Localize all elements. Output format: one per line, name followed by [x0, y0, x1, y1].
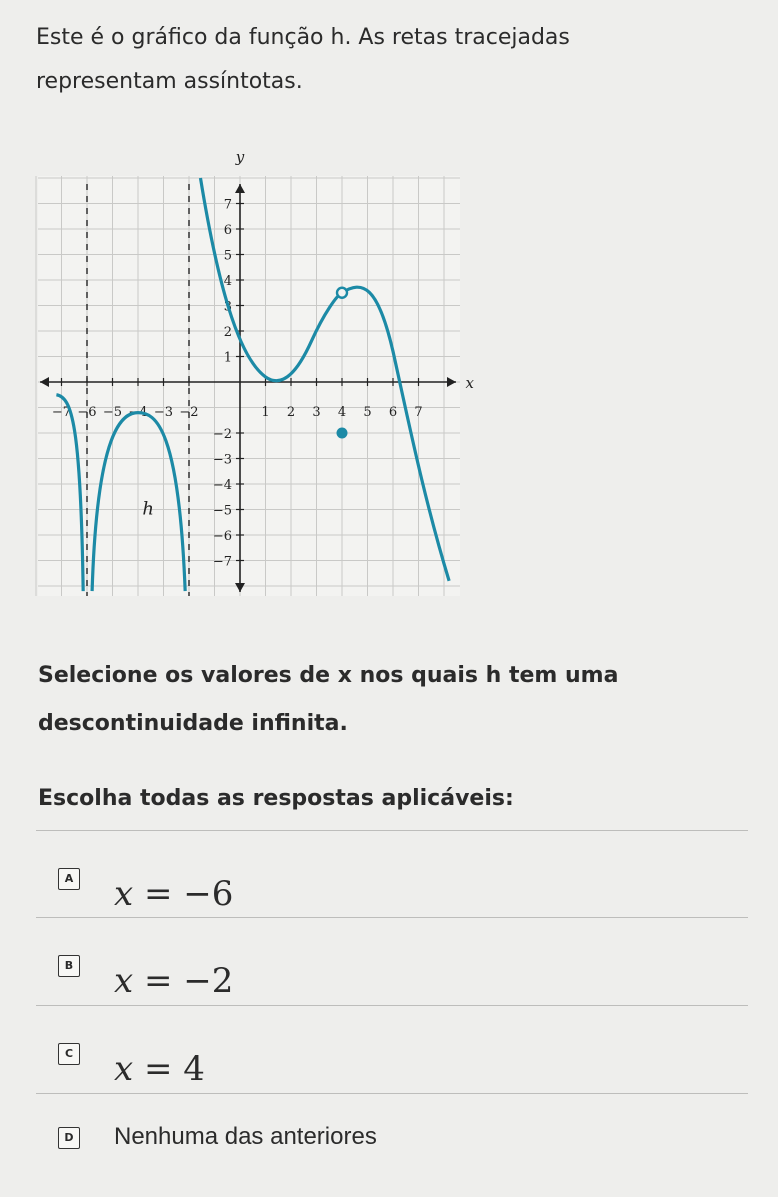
x-tick-label: 3: [312, 405, 321, 420]
option-c[interactable]: [58, 1043, 658, 1113]
prompt-text: [36, 16, 716, 104]
y-tick-label: 6: [223, 223, 232, 238]
x-tick-label: 6: [388, 405, 398, 420]
graph-background: [38, 176, 460, 596]
y-tick-label: 2: [223, 325, 232, 340]
y-tick-label: −5: [212, 503, 232, 519]
option-b-eq: = −2: [133, 961, 234, 1001]
option-a-eq: = −6: [133, 874, 234, 914]
y-tick-label: −2: [212, 427, 232, 442]
x-tick-label: 5: [363, 405, 372, 420]
y-axis-label: y: [235, 148, 245, 166]
y-tick-label: 5: [223, 248, 232, 264]
x-tick-label: 4: [337, 405, 347, 420]
option-d[interactable]: [58, 1123, 658, 1197]
x-tick-label: −6: [77, 405, 97, 420]
y-tick-label: 1: [223, 350, 232, 366]
divider: [36, 830, 748, 831]
question-text: [38, 652, 718, 748]
divider: [36, 1005, 748, 1006]
option-c-var: x: [114, 1049, 134, 1089]
closed-point: [337, 428, 348, 439]
x-tick-label: −3: [153, 405, 174, 420]
instructions: Escolha todas as respostas aplicáveis:: [38, 786, 514, 811]
option-b-letter: B: [58, 955, 80, 977]
option-a-label: [114, 874, 233, 914]
option-c-letter: C: [58, 1043, 80, 1065]
y-tick-label: 4: [223, 274, 232, 289]
x-tick-label: −5: [102, 405, 123, 420]
x-axis-label: x: [465, 374, 474, 392]
x-tick-label: −2: [179, 405, 199, 420]
option-a-letter: A: [58, 868, 80, 890]
question-line-2: descontinuidade infinita.: [38, 711, 348, 736]
prompt-line-1: Este é o gráfico da função h. As retas tracejadas: [36, 25, 570, 50]
y-tick-label: 7: [223, 197, 232, 213]
y-tick-label: −4: [212, 478, 232, 493]
option-b[interactable]: [58, 955, 658, 1025]
option-d-letter: D: [58, 1127, 80, 1149]
question-line-1: Selecione os valores de x nos quais h tem uma: [38, 663, 619, 688]
y-tick-label: 3: [223, 299, 232, 315]
x-tick-label: 7: [414, 405, 423, 420]
x-tick-label: 2: [286, 405, 296, 420]
x-tick-label: −7: [51, 405, 72, 420]
y-tick-label: −6: [212, 529, 232, 544]
divider: [36, 1093, 748, 1094]
open-point: [337, 288, 347, 298]
option-c-eq: = 4: [133, 1049, 205, 1089]
function-label: h: [142, 498, 154, 520]
graph-svg: [28, 140, 478, 610]
option-a-var: x: [114, 874, 134, 914]
y-tick-label: −7: [212, 554, 232, 570]
y-tick-label: −3: [212, 452, 232, 468]
option-a[interactable]: [58, 868, 658, 938]
function-graph: [28, 140, 478, 610]
option-c-label: [114, 1049, 205, 1089]
option-b-var: x: [114, 961, 134, 1001]
prompt-line-2: representam assíntotas.: [36, 69, 303, 94]
x-tick-label: 1: [261, 405, 270, 420]
x-tick-label: −4: [128, 405, 148, 420]
option-b-label: [114, 961, 233, 1001]
option-d-label: Nenhuma das anteriores: [114, 1123, 377, 1150]
divider: [36, 917, 748, 918]
